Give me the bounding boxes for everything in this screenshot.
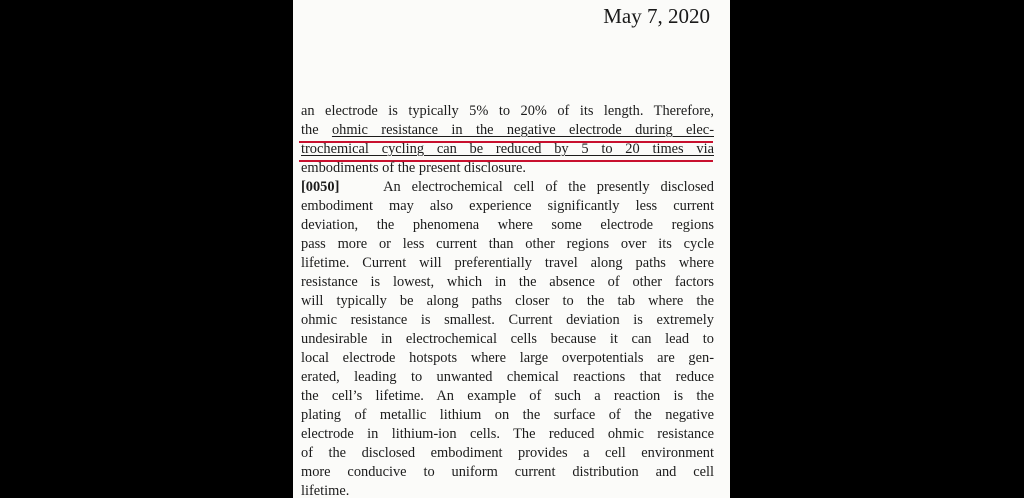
text-line: of the disclosed embodiment provides a cell environment	[301, 445, 714, 461]
text-line: local electrode hotspots where large overpotentials are gen-	[301, 350, 714, 366]
text-line: plating of metallic lithium on the surface of the negative	[301, 407, 714, 423]
underlined-text: trochemical cycling can be reduced by 5 to 20 times via	[301, 141, 714, 157]
text-line: undesirable in electrochemical cells because it can lead to	[301, 331, 714, 347]
text-line	[301, 121, 714, 140]
text-line	[301, 140, 714, 159]
text-line: pass more or less current than other regions over its cycle	[301, 236, 714, 252]
text-line: deviation, the phenomena where some electrode regions	[301, 217, 714, 233]
text-line: embodiment may also experience significantly less current	[301, 198, 714, 214]
text-line: resistance is lowest, which in the absence of other factors	[301, 274, 714, 290]
paragraph-number: [0050]	[301, 179, 340, 195]
text-line: an electrode is typically 5% to 20% of its length. Therefore,	[301, 103, 714, 119]
text-line: erated, leading to unwanted chemical reactions that reduce	[301, 369, 714, 385]
paragraph-first-line	[301, 178, 714, 197]
text-line: electrode in lithium-ion cells. The reduced ohmic resistance	[301, 426, 714, 442]
text-fragment: the	[301, 122, 332, 138]
text-line: lifetime.	[301, 483, 350, 498]
text-line: lifetime. Current will preferentially travel along paths where	[301, 255, 714, 271]
text-line: will typically be along paths closer to the tab where the	[301, 293, 714, 309]
text-fragment: An electrochemical cell of the presently disclosed	[383, 179, 714, 195]
page-date: May 7, 2020	[603, 4, 710, 28]
text-line: more conducive to uniform current distribution and cell	[301, 464, 714, 480]
document-page	[293, 0, 730, 498]
body-text	[301, 102, 714, 498]
text-line: the cell’s lifetime. An example of such a reaction is the	[301, 388, 714, 404]
text-line: ohmic resistance is smallest. Current deviation is extremely	[301, 312, 714, 328]
text-line: embodiments of the present disclosure.	[301, 160, 527, 176]
underlined-text: ohmic resistance in the negative electrode during elec-	[331, 122, 714, 138]
